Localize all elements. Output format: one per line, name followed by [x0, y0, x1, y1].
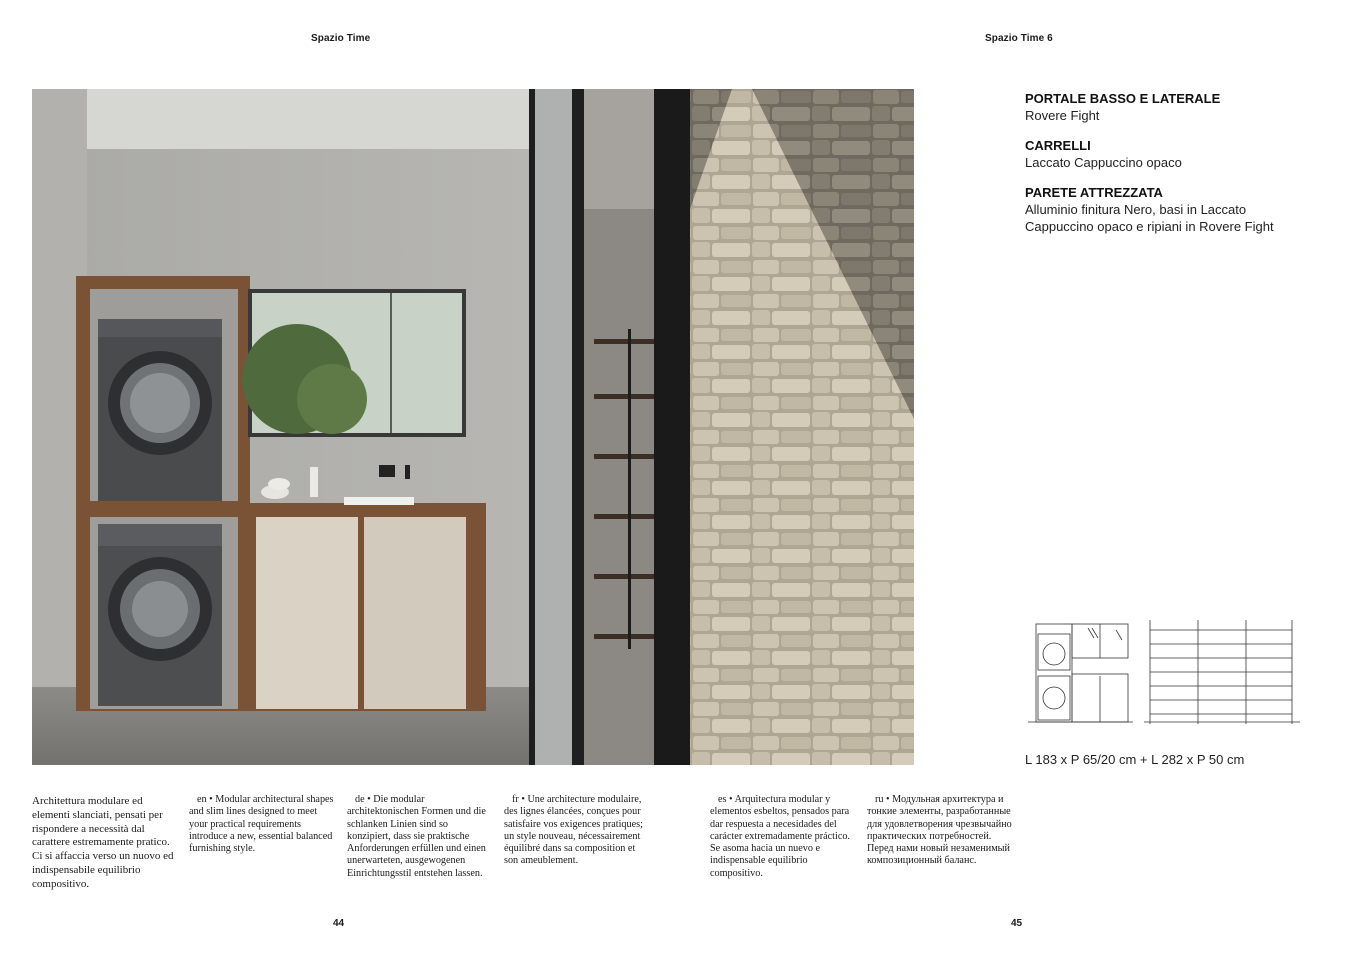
laundry-room-photo: [32, 89, 914, 765]
spec-value: Laccato Cappuccino opaco: [1025, 155, 1182, 170]
running-head-left: Spazio Time: [311, 33, 371, 44]
spec-heading: CARRELLI: [1025, 138, 1091, 153]
spec-carrelli: [1025, 137, 1325, 171]
spec-value: Rovere Fight: [1025, 108, 1100, 123]
spec-parete: [1025, 184, 1315, 235]
page-number-left: 44: [333, 918, 345, 929]
text-column-es: [710, 794, 856, 880]
language-tag: es •: [718, 794, 733, 805]
technical-drawing: [1028, 618, 1308, 733]
spec-heading: PARETE ATTREZZATA: [1025, 185, 1163, 200]
text-column-en: [189, 794, 335, 855]
language-tag: fr •: [512, 794, 525, 805]
column-text: Модульная архитектура и тонкие элементы, разработанные для удовлетворения чрезвычайно практических потребностей. Перед нами новый незаменимый композиционный баланс.: [867, 794, 1012, 867]
dimensions-label: L 183 x P 65/20 cm + L 282 x P 50 cm: [1025, 752, 1245, 767]
text-column-de: [347, 794, 487, 880]
text-column-ru: [867, 794, 1013, 868]
spec-portale: [1025, 90, 1325, 124]
column-text: Une architecture modulaire, des lignes élancées, conçues pour satisfaire vos exigences pratiques; un style nouveau, nécessairement équilibré dans sa composition et son ameublement.: [504, 794, 643, 867]
column-text: Arquitectura modular y elementos esbeltos, pensados para dar respuesta a necesidades del carácter extremadamente práctico. Se asoma hacia un nuevo e indispensable equilibrio compositivo.: [710, 794, 850, 879]
running-head-right: Spazio Time 6: [985, 33, 1053, 44]
language-tag: en •: [197, 794, 213, 805]
column-text: Die modular architektonischen Formen und die schlanken Linien sind so konzipiert, dass sie praktische Anforderungen erfüllen und einen unerwarteten, ausgewogenen Einrichtungsstil entstehen lassen.: [347, 794, 486, 879]
text-column-it: Architettura modulare ed elementi slanciati, pensati per rispondere a necessità dal carattere estremamente pratico. Ci si affaccia verso un nuovo ed indispensabile equilibrio compositivo.: [32, 795, 174, 890]
spec-value: Alluminio finitura Nero, basi in Laccato Cappuccino opaco e ripiani in Rovere Fight: [1025, 202, 1274, 234]
language-tag: ru •: [875, 794, 890, 805]
text-column-fr: [504, 794, 650, 868]
language-tag: de •: [355, 794, 371, 805]
column-text: Modular architectural shapes and slim lines designed to meet your practical requirements introduce a new, essential balanced furnishing style.: [189, 794, 334, 855]
spec-heading: PORTALE BASSO E LATERALE: [1025, 91, 1221, 106]
page-number-right: 45: [1011, 918, 1023, 929]
